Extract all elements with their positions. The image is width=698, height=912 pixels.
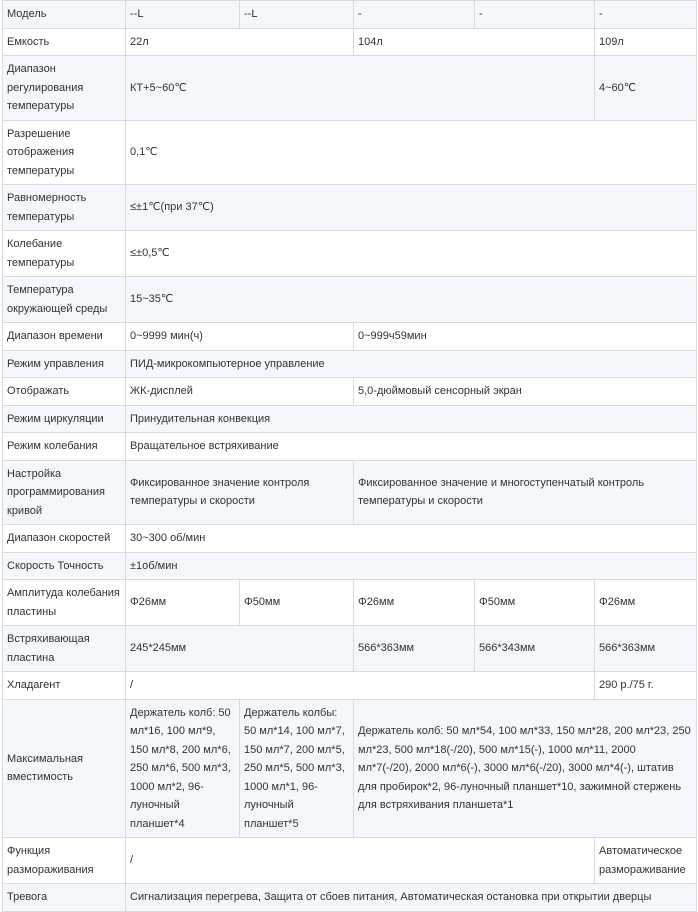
cell-time-range-2: 0~999ч59мин bbox=[354, 323, 697, 351]
row-max-capacity bbox=[3, 699, 697, 838]
row-temp-uniformity bbox=[3, 185, 697, 231]
row-circulation bbox=[3, 405, 697, 433]
row-defrost bbox=[3, 838, 697, 884]
row-ambient-temp bbox=[3, 277, 697, 323]
row-label: Модель bbox=[3, 1, 126, 29]
row-label: Режим управления bbox=[3, 350, 126, 378]
row-amplitude bbox=[3, 580, 697, 626]
cell-display-1: ЖК-дисплей bbox=[126, 378, 354, 406]
row-label: Хладагент bbox=[3, 672, 126, 700]
cell-model-2: --L bbox=[240, 1, 354, 29]
spec-table bbox=[2, 0, 697, 912]
cell-ambient-temp: 15~35℃ bbox=[126, 277, 697, 323]
row-time-range bbox=[3, 323, 697, 351]
row-alarm bbox=[3, 884, 697, 912]
row-label: Режим колебания bbox=[3, 433, 126, 461]
row-display bbox=[3, 378, 697, 406]
cell-max-capacity-1: Держатель колб: 50 мл*16, 100 мл*9, 150 мл*8, 200 мл*6, 250 мл*6, 500 мл*3, 1000 мл*2, 96-луночный планшет*4 bbox=[126, 699, 240, 838]
row-temp-resolution bbox=[3, 120, 697, 185]
row-label: Емкость bbox=[3, 28, 126, 56]
cell-speed-accuracy: ±1об/мин bbox=[126, 552, 697, 580]
cell-shaking-plate-4: 566*363мм bbox=[595, 626, 697, 672]
cell-oscillation-mode: Вращательное встряхивание bbox=[126, 433, 697, 461]
row-label: Колебание температуры bbox=[3, 231, 126, 277]
cell-amplitude-4: Φ50мм bbox=[475, 580, 595, 626]
cell-model-5: - bbox=[595, 1, 697, 29]
row-label: Диапазон времени bbox=[3, 323, 126, 351]
cell-temp-range-2: 4~60℃ bbox=[595, 56, 697, 121]
row-temp-fluctuation bbox=[3, 231, 697, 277]
row-label: Температура окружающей среды bbox=[3, 277, 126, 323]
cell-curve-programming-1: Фиксированное значение контроля температуры и скорости bbox=[126, 460, 354, 525]
cell-capacity-2: 104л bbox=[354, 28, 595, 56]
cell-capacity-1: 22л bbox=[126, 28, 354, 56]
cell-speed-range: 30~300 об/мин bbox=[126, 525, 697, 553]
row-label: Встряхивающая пластина bbox=[3, 626, 126, 672]
cell-amplitude-1: Φ26мм bbox=[126, 580, 240, 626]
row-speed-range bbox=[3, 525, 697, 553]
row-label: Тревога bbox=[3, 884, 126, 912]
row-label: Равномерность температуры bbox=[3, 185, 126, 231]
cell-capacity-3: 109л bbox=[595, 28, 697, 56]
row-label: Разрешение отображения температуры bbox=[3, 120, 126, 185]
cell-defrost-1: / bbox=[126, 838, 595, 884]
cell-temp-range-1: КТ+5~60℃ bbox=[126, 56, 595, 121]
cell-amplitude-3: Φ26мм bbox=[354, 580, 475, 626]
row-refrigerant bbox=[3, 672, 697, 700]
cell-defrost-2: Автоматическое размораживание bbox=[595, 838, 697, 884]
row-shaking-plate bbox=[3, 626, 697, 672]
cell-max-capacity-3: Держатель колб: 50 мл*54, 100 мл*33, 150 мл*28, 200 мл*23, 250 мл*23, 500 мл*18(-/20), 500 мл*15(-), 1000 мл*11, 2000 мл*7(-/20), 2000 мл*6(-), 3000 мл*6(-/20), 3000 мл*4(-), штатив для пробирок*2, 96-луночный планшет*10, зажимной стержень для встряхивания планшета*1 bbox=[354, 699, 697, 838]
cell-display-2: 5,0-дюймовый сенсорный экран bbox=[354, 378, 697, 406]
cell-max-capacity-2: Держатель колбы: 50 мл*14, 100 мл*7, 150 мл*7, 200 мл*5, 250 мл*5, 500 мл*3, 1000 мл*1, 96-луночный планшет*5 bbox=[240, 699, 354, 838]
cell-circulation: Принудительная конвекция bbox=[126, 405, 697, 433]
cell-temp-uniformity: ≤±1℃(при 37℃) bbox=[126, 185, 697, 231]
row-oscillation-mode bbox=[3, 433, 697, 461]
cell-shaking-plate-3: 566*343мм bbox=[475, 626, 595, 672]
cell-time-range-1: 0~9999 мин(ч) bbox=[126, 323, 354, 351]
row-label: Функция размораживания bbox=[3, 838, 126, 884]
row-label: Отображать bbox=[3, 378, 126, 406]
row-label: Режим циркуляции bbox=[3, 405, 126, 433]
row-label: Амплитуда колебания пластины bbox=[3, 580, 126, 626]
cell-curve-programming-2: Фиксированное значение и многоступенчатый контроль температуры и скорости bbox=[354, 460, 697, 525]
cell-temp-resolution: 0,1℃ bbox=[126, 120, 697, 185]
cell-refrigerant-1: / bbox=[126, 672, 595, 700]
cell-amplitude-2: Φ50мм bbox=[240, 580, 354, 626]
cell-control-mode: ПИД-микрокомпьютерное управление bbox=[126, 350, 697, 378]
cell-alarm: Сигнализация перегрева, Защита от сбоев питания, Автоматическая остановка при открытии дверцы bbox=[126, 884, 697, 912]
row-capacity bbox=[3, 28, 697, 56]
row-label: Диапазон регулирования температуры bbox=[3, 56, 126, 121]
row-curve-programming bbox=[3, 460, 697, 525]
cell-amplitude-5: Φ26мм bbox=[595, 580, 697, 626]
row-control-mode bbox=[3, 350, 697, 378]
cell-shaking-plate-2: 566*363мм bbox=[354, 626, 475, 672]
row-speed-accuracy bbox=[3, 552, 697, 580]
cell-temp-fluctuation: ≤±0,5℃ bbox=[126, 231, 697, 277]
row-label: Диапазон скоростей bbox=[3, 525, 126, 553]
row-label: Максимальная вместимость bbox=[3, 699, 126, 838]
cell-model-4: - bbox=[475, 1, 595, 29]
row-label: Скорость Точность bbox=[3, 552, 126, 580]
row-model bbox=[3, 1, 697, 29]
cell-model-3: - bbox=[354, 1, 475, 29]
cell-refrigerant-2: 290 р./75 г. bbox=[595, 672, 697, 700]
row-label: Настройка программирования кривой bbox=[3, 460, 126, 525]
cell-shaking-plate-1: 245*245мм bbox=[126, 626, 354, 672]
row-temp-range bbox=[3, 56, 697, 121]
cell-model-1: --L bbox=[126, 1, 240, 29]
